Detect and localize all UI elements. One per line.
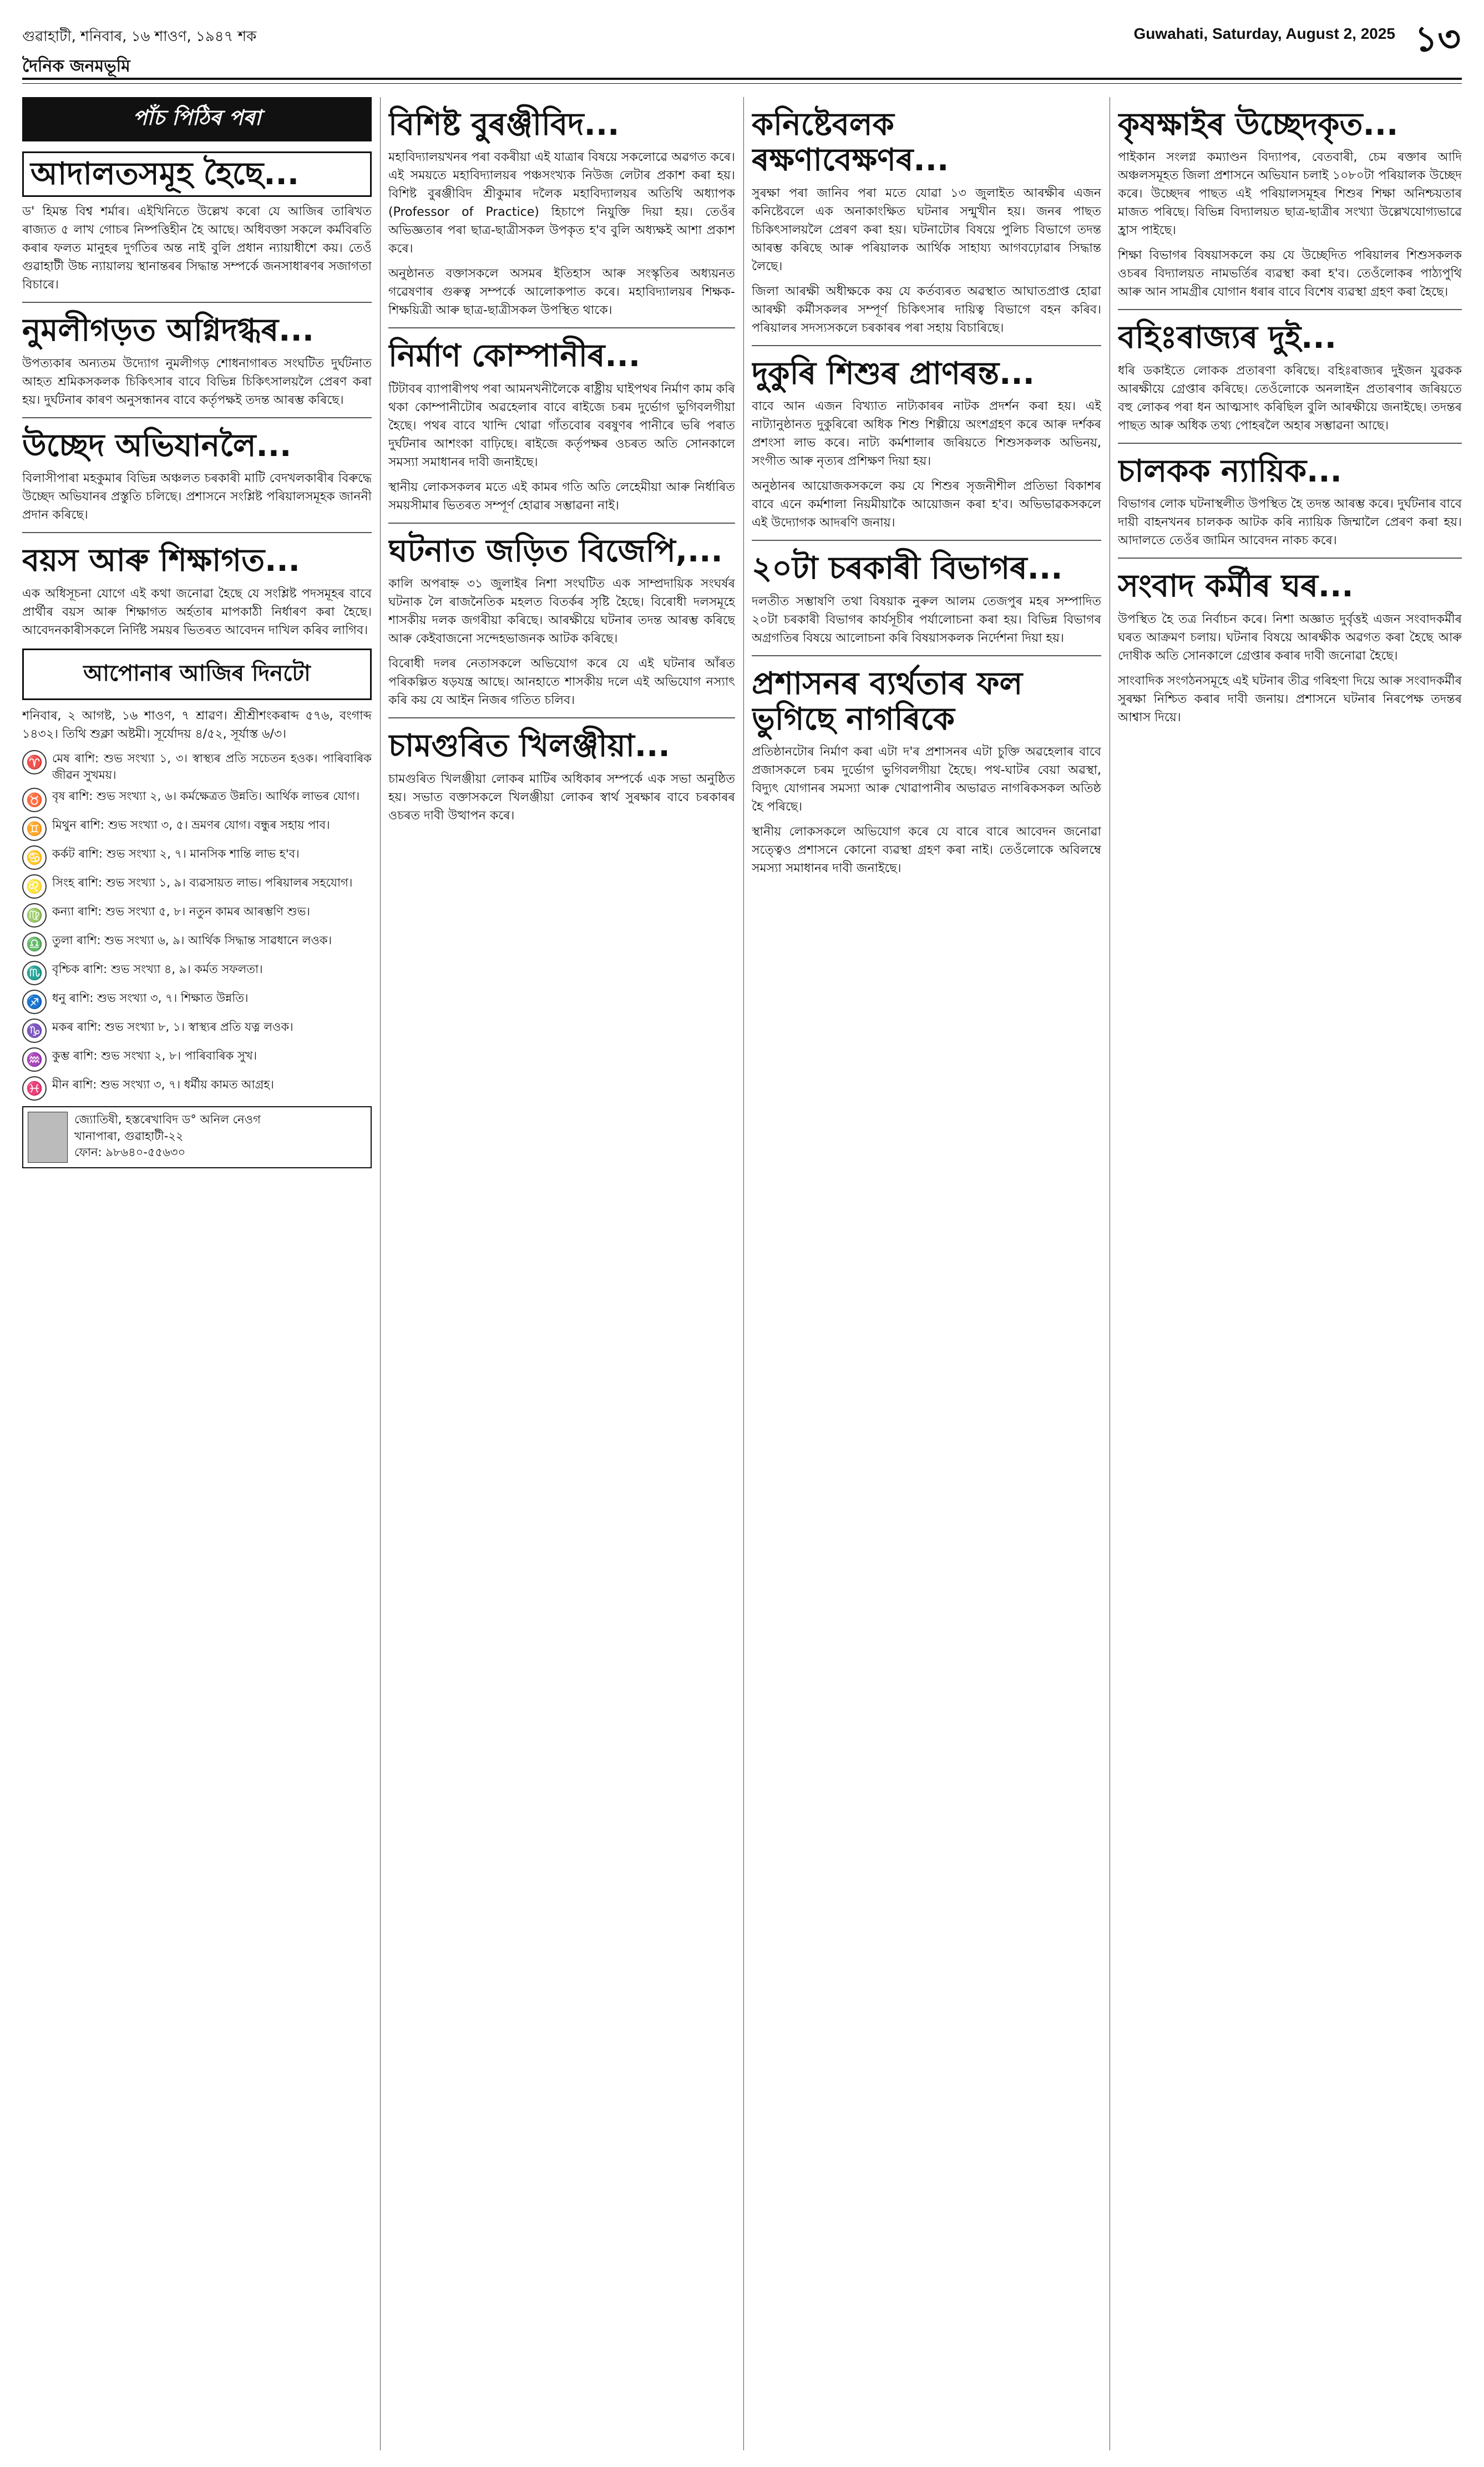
- horoscope-item: ♐ ধনু ৰাশি: শুভ সংখ্যা ৩, ৭। শিক্ষাত উন্নতি।: [22, 990, 372, 1014]
- headline-journalist-house: সংবাদ কৰ্মীৰ ঘৰ...: [1118, 568, 1354, 605]
- article-text: অনুষ্ঠানৰ আয়োজকসকলে কয় যে শিশুৰ সৃজনীশীল প্ৰতিভা বিকাশৰ বাবে এনে কৰ্মশালা নিয়মীয়াকৈ আয়োজন কৰা হ'ব। অভিভাৱকসকলে এই উদ্যোগক আদৰণি জনায়।: [752, 479, 1101, 530]
- column-2: [388, 97, 735, 2450]
- horoscope-item: ♏ বৃশ্চিক ৰাশি: শুভ সংখ্যা ৪, ৯। কৰ্মত সফলতা।: [22, 961, 372, 985]
- astrologer-box: [22, 1106, 372, 1168]
- gemini-icon: ♊: [22, 817, 47, 841]
- article-text: অনুষ্ঠানত বক্তাসকলে অসমৰ ইতিহাস আৰু সংস্কৃতিৰ অধ্যয়নত গৱেষণাৰ গুৰুত্ব সম্পৰ্কে আলোকপাত কৰে। মহাবিদ্যালয়ৰ শিক্ষক-শিক্ষয়িত্ৰী আৰু ছাত্ৰ-ছাত্ৰীসকল উপস্থিত থাকে।: [388, 267, 735, 318]
- horoscope-intro: শনিবাৰ, ২ আগষ্ট, ১৬ শাওণ, ৭ শ্ৰাৱণ। শ্ৰীশ্ৰীশংকৰাব্দ ৫৭৬, বংগাব্দ ১৪৩২। তিথি শুক্লা অষ্টমী। সূৰ্যোদয় ৪/৫২, সূৰ্যাস্ত ৬/৩।: [22, 708, 372, 741]
- cancer-icon: ♋: [22, 845, 47, 870]
- article-text: সুৰক্ষা পৰা জানিব পৰা মতে যোৱা ১৩ জুলাইত আৰক্ষীৰ এজন কনিষ্টেবলে এক অনাকাংক্ষিত ঘটনাৰ সন্মুখীন হয়। জনৰ পাছত চিকিৎসালয়লৈ প্ৰেৰণ কৰা হয়। ঘটনাটোৰ বিষয়ে পুলিচ বিভাগে তদন্ত আৰম্ভ কৰিছে আৰু পৰিয়ালক আৰ্থিক সাহায্য আগবঢ়োৱাৰ সিদ্ধান্ত লৈছে।: [752, 186, 1101, 273]
- article-text: ধৰি ডকাইতে লোকক প্ৰতাৰণা কৰিছে। বহিঃৰাজ্যৰ দুইজন যুৱকক আৰক্ষীয়ে গ্ৰেপ্তাৰ কৰিছে। তেওঁলোকে অনলাইন প্ৰতাৰণাৰ জৰিয়তে বহু লোকৰ পৰা ধন আত্মসাৎ কৰিছিল বুলি আৰক্ষীয়ে জনাইছে। তদন্তৰ পাছত আৰু অধিক তথ্য পোহৰলৈ অহাৰ সম্ভাৱনা আছে।: [1118, 363, 1462, 433]
- headline-numaligarh: নুমলীগড়ত অগ্নিদগ্ধৰ...: [22, 312, 315, 349]
- article-separator: [1118, 309, 1462, 310]
- headline-samaguri: চামগুৰিত খিলঞ্জীয়া...: [388, 728, 670, 764]
- article-text: সাংবাদিক সংগঠনসমূহে এই ঘটনাৰ তীব্ৰ গৰিহণা দিয়ে আৰু সংবাদকৰ্মীৰ সুৰক্ষা নিশ্চিত কৰাৰ দাবী জনায়। প্ৰশাসনে ঘটনাৰ নিৰপেক্ষ তদন্তৰ আশ্বাস দিয়ে।: [1118, 673, 1462, 725]
- taurus-icon: ♉: [22, 788, 47, 812]
- article-text: ড' হিমন্ত বিশ্ব শৰ্মাৰ। এইখিনিতে উল্লেখ কৰো যে আজিৰ তাৰিখত ৰাজ্যত ৫ লাখ গোচৰ নিষ্পত্তিহীন হৈ আছে। অধিবক্তা সকলে কৰ্মবিৰতি কৰাৰ ফলত মানুহৰ দুৰ্গতিৰ অন্ত নাই বুলি প্ৰধান ন্যায়াধীশে কয়। তেওঁ গুৱাহাটী উচ্চ ন্যায়ালয় স্থানান্তৰৰ সিদ্ধান্ত সম্পৰ্কে জনসাধাৰণৰ সজাগতা বিচাৰে।: [22, 205, 372, 292]
- astrologer-phone: ফোন: ৯৮৬৪০-৫৫৬৩০: [74, 1146, 186, 1159]
- article-separator: [752, 345, 1101, 346]
- horoscope-item: ♑ মকৰ ৰাশি: শুভ সংখ্যা ৮, ১। স্বাস্থ্যৰ প্ৰতি যত্ন লওক।: [22, 1019, 372, 1043]
- article-separator: [752, 540, 1101, 541]
- column-4: [1118, 97, 1462, 2450]
- article-text: বাবে আন এজন বিখ্যাত নাট্যকাৰৰ নাটক প্ৰদৰ্শন কৰা হয়। এই নাট্যানুষ্ঠানত দুকুৰিৰো অধিক শিশু শিল্পীয়ে অংশগ্ৰহণ কৰে আৰু দৰ্শকৰ প্ৰশংসা লাভ কৰে। নাট্য কৰ্মশালাৰ জৰিয়তে শিশুসকলক অভিনয়, সংগীত আৰু নৃত্যৰ প্ৰশিক্ষণ দিয়া হয়।: [752, 399, 1101, 469]
- article-text: শিক্ষা বিভাগৰ বিষয়াসকলে কয় যে উচ্ছেদিত পৰিয়ালৰ শিশুসকলক ওচৰৰ বিদ্যালয়ত নামভৰ্তিৰ ব্যৱস্থা কৰা হ'ব। তেওঁলোকৰ পাঠ্যপুথি আৰু আন সামগ্ৰীৰ যোগান ধৰাৰ বাবে বিশেষ ব্যৱস্থা গ্ৰহণ কৰা হৈছে।: [1118, 249, 1462, 300]
- article-text: দলতীত সম্ভাষণি তথা বিষয়াক নুৰুল আলম তেজপুৰ মহৰ সম্পাদিত ২০টা চৰকাৰী বিভাগৰ কাৰ্যসূচীৰ পৰ্যালোচনা কৰা হয়। বিভিন্ন বিভাগৰ অগ্ৰগতিৰ বিষয়ে আলোচনা কৰি বিষয়াসকলক নিৰ্দেশনা দিয়া হয়।: [752, 594, 1101, 645]
- article-text: বিৰোধী দলৰ নেতাসকলে অভিযোগ কৰে যে এই ঘটনাৰ আঁৰত পৰিকল্পিত ষড়যন্ত্ৰ আছে। আনহাতে শাসকীয় দলে এই অভিযোগ নস্যাৎ কৰি কয় যে আইন নিজৰ গতিত চলিব।: [388, 657, 735, 708]
- newspaper-brand: দৈনিক জনমভূমি: [22, 57, 130, 76]
- horoscope-item: ♋ কৰ্কট ৰাশি: শুভ সংখ্যা ২, ৭। মানসিক শান্তি লাভ হ'ব।: [22, 845, 372, 870]
- headline-driver-custody: চালকক ন্যায়িক...: [1118, 453, 1342, 489]
- page-number: ১৩: [1414, 19, 1461, 60]
- horoscope-item: ♈ মেষ ৰাশি: শুভ সংখ্যা ১, ৩। স্বাস্থ্যৰ প্ৰতি সচেতন হওক। পাৰিবাৰিক জীৱন সুখময়।: [22, 750, 372, 784]
- headline-farmer-eviction: কৃষক্ষাইৰ উচ্ছেদকৃত...: [1118, 107, 1399, 143]
- capricorn-icon: ♑: [22, 1019, 47, 1043]
- header-rule-thin: [22, 83, 1462, 84]
- header-date-assamese: গুৱাহাটী, শনিবাৰ, ১৬ শাওণ, ১৯৪৭ শক: [22, 28, 257, 45]
- horoscope-title: আপোনাৰ আজিৰ দিনটো: [22, 649, 372, 700]
- article-text: উপস্থিত হৈ তত্ৰ নিৰ্বাচন কৰে। নিশা অজ্ঞাত দুৰ্বৃত্তই এজন সংবাদকৰ্মীৰ ঘৰত আক্ৰমণ চলায়। ঘটনাৰ বিষয়ে আৰক্ষীক অৱগত কৰা হৈছে আৰু দোষীক অতি সোনকালে গ্ৰেপ্তাৰ কৰাৰ দাবী জনোৱা হৈছে।: [1118, 612, 1462, 663]
- column-3: [752, 97, 1101, 2450]
- article-separator: [388, 327, 735, 328]
- sagittarius-icon: ♐: [22, 990, 47, 1014]
- continued-banner: পাঁচ পিঠিৰ পৰা: [22, 97, 372, 141]
- article-text: স্থানীয় লোকসকলৰ মতে এই কামৰ গতি অতি লেহেমীয়া আৰু নিৰ্ধাৰিত সময়সীমাৰ ভিতৰত সম্পূৰ্ণ হোৱাৰ সম্ভাৱনা নাই।: [388, 480, 735, 513]
- column-divider: [743, 97, 744, 2450]
- horoscope-item: ♊ মিথুন ৰাশি: শুভ সংখ্যা ৩, ৫। ভ্ৰমণৰ যোগ। বন্ধুৰ সহায় পাব।: [22, 817, 372, 841]
- article-text: কালি অপৰাহ্ন ৩১ জুলাইৰ নিশা সংঘটিত এক সাম্প্ৰদায়িক সংঘৰ্ষৰ ঘটনাক লৈ ৰাজনৈতিক মহলত বিতৰ্কৰ সৃষ্টি হৈছে। বিৰোধী দলসমূহে শাসকীয় দলক জগৰীয়া কৰিছে। আৰক্ষীয়ে ঘটনাৰ তদন্ত আৰম্ভ কৰিছে আৰু কেইবাজনো সন্দেহভাজনক আটক কৰিছে।: [388, 577, 735, 646]
- headline-constable: কনিষ্টেবলক ৰক্ষণাবেক্ষণৰ...: [752, 107, 949, 179]
- aries-icon: ♈: [22, 750, 47, 774]
- horoscope-item: ♒ কুম্ভ ৰাশি: শুভ সংখ্যা ২, ৮। পাৰিবাৰিক সুখ।: [22, 1047, 372, 1072]
- pisces-icon: ♓: [22, 1076, 47, 1101]
- article-text: স্থানীয় লোকসকলে অভিযোগ কৰে যে বাৰে বাৰে আবেদন জনোৱা সত্ত্বেও প্ৰশাসনে কোনো ব্যৱস্থা গ্ৰহণ কৰা নাই। তেওঁলোকে অবিলম্বে সমস্যা সমাধানৰ দাবী জনাইছে।: [752, 825, 1101, 876]
- horoscope-item: ♓ মীন ৰাশি: শুভ সংখ্যা ৩, ৭। ধৰ্মীয় কামত আগ্ৰহ।: [22, 1076, 372, 1101]
- headline-courts: আদালতসমূহ হৈছে...: [22, 151, 372, 197]
- horoscope-item: ♍ কন্যা ৰাশি: শুভ সংখ্যা ৫, ৮। নতুন কামৰ আৰম্ভণি শুভ।: [22, 903, 372, 928]
- horoscope-list: [22, 750, 372, 1101]
- article-text: জিলা আৰক্ষী অধীক্ষকে কয় যে কৰ্তব্যৰত অৱস্থাত আঘাতপ্ৰাপ্ত হোৱা আৰক্ষী কৰ্মীসকলৰ সম্পূৰ্ণ চিকিৎসাৰ দায়িত্ব বিভাগে বহন কৰিব। পৰিয়ালৰ সদস্যসকলে চৰকাৰৰ পৰা সহায় বিচাৰিছে।: [752, 284, 1101, 335]
- headline-historian: বিশিষ্ট বুৰঞ্জীবিদ...: [388, 107, 620, 143]
- header-date-english: Guwahati, Saturday, August 2, 2025: [1133, 25, 1395, 42]
- headline-construction-company: নিৰ্মাণ কোম্পানীৰ...: [388, 338, 641, 374]
- headline-bjp-incident: ঘটনাত জড়িত বিজেপি,...: [388, 533, 723, 569]
- column-1: [22, 97, 372, 2450]
- virgo-icon: ♍: [22, 903, 47, 928]
- astrologer-name: জ্যোতিষী, হস্তৰেখাবিদ ড° অনিল নেওগ: [74, 1113, 261, 1127]
- article-text: মহাবিদ্যালয়খনৰ পৰা বকৰীয়া এই যাত্ৰাৰ বিষয়ে সকলোৱে অৱগত কৰে। এই সময়তে মহাবিদ্যালয়ৰ পঞ্চসংখ্যক নিউজ লেটাৰ প্ৰকাশ কৰা হয়। বিশিষ্ট বুৰঞ্জীবিদ শ্ৰীকুমাৰ দলৈক মহাবিদ্যালয়ৰ অতিথি অধ্যাপক (Professor of Practice) হিচাপে নিযুক্তি দিয়া হয়। তেওঁৰ অভিজ্ঞতাৰ পৰা ছাত্ৰ-ছাত্ৰীসকল উপকৃত হ'ব বুলি অধ্যক্ষই আশা প্ৰকাশ কৰে।: [388, 150, 735, 256]
- libra-icon: ♎: [22, 932, 47, 956]
- column-divider: [380, 97, 381, 2450]
- article-separator: [388, 523, 735, 524]
- headline-children-drama: দুকুৰি শিশুৰ প্ৰাণৰন্ত...: [752, 355, 1035, 392]
- article-separator: [1118, 558, 1462, 559]
- article-separator: [752, 655, 1101, 656]
- headline-age-education: বয়স আৰু শিক্ষাগত...: [22, 543, 300, 579]
- article-separator: [22, 302, 372, 303]
- horoscope-item: ♉ বৃষ ৰাশি: শুভ সংখ্যা ২, ৬। কৰ্মক্ষেত্ৰত উন্নতি। আৰ্থিক লাভৰ যোগ।: [22, 788, 372, 812]
- article-text: বিভাগৰ লোক ঘটনাস্থলীত উপস্থিত হৈ তদন্ত আৰম্ভ কৰে। দুৰ্ঘটনাৰ বাবে দায়ী বাহনখনৰ চালকক আটক কৰি ন্যায়িক জিম্মালৈ প্ৰেৰণ কৰা হয়। আদালতে তেওঁৰ জামিন আবেদন নাকচ কৰে।: [1118, 497, 1462, 548]
- astrologer-address: খানাপাৰা, গুৱাহাটী-২২: [74, 1129, 184, 1143]
- headline-eviction: উচ্ছেদ অভিযানলৈ...: [22, 427, 292, 464]
- article-separator: [22, 417, 372, 418]
- headline-outsiders: বহিঃৰাজ্যৰ দুই...: [1118, 320, 1336, 356]
- article-text: উপত্যকাৰ অন্যতম উদ্যোগ নুমলীগড় শোধনাগাৰত সংঘটিত দুৰ্ঘটনাত আহত শ্ৰমিকসকলক চিকিৎসাৰ বাবে বিভিন্ন চিকিৎসালয়লৈ প্ৰেৰণ কৰা হয়। দুৰ্ঘটনাৰ কাৰণ অনুসন্ধানৰ বাবে কৰ্তৃপক্ষই তদন্ত আৰম্ভ কৰিছে।: [22, 356, 372, 407]
- article-separator: [388, 717, 735, 718]
- article-separator: [22, 532, 372, 533]
- article-text: পাইকান সংলগ্ন কম্যাণ্ডন বিদ্যাপৰ, বেতবাৰী, চেম ৰক্তাৰ আদি অঞ্চলসমূহত জিলা প্ৰশাসনে অভিযান চলাই ১০৮০টা পৰিয়ালক উচ্ছেদ কৰে। উচ্ছেদৰ পাছত এই পৰিয়ালসমূহৰ শিশুৰ শিক্ষা অনিশ্চয়তাৰ মাজত পৰিছে। বিভিন্ন বিদ্যালয়ত ছাত্ৰ-ছাত্ৰীৰ সংখ্যা উল্লেখযোগ্যভাৱে হ্ৰাস পাইছে।: [1118, 150, 1462, 238]
- horoscope-item: ♎ তুলা ৰাশি: শুভ সংখ্যা ৬, ৯। আৰ্থিক সিদ্ধান্ত সাৱধানে লওক।: [22, 932, 372, 956]
- article-text: এক অধিসূচনা যোগে এই কথা জনোৱা হৈছে যে সংশ্লিষ্ট পদসমূহৰ বাবে প্ৰাৰ্থীৰ বয়স আৰু শিক্ষাগত অৰ্হতাৰ মাপকাঠী নিৰ্ধাৰণ কৰা হৈছে। আবেদনকাৰীসকলে নিৰ্দিষ্ট সময়ৰ ভিতৰত আবেদন দাখিল কৰিব লাগিব।: [22, 586, 372, 637]
- aquarius-icon: ♒: [22, 1047, 47, 1072]
- header-rule: [22, 78, 1462, 80]
- article-text: টিটাবৰ ব্যাপাৰীপথ পৰা আমনখনীলৈকে ৰাষ্ট্ৰীয় ঘাইপথৰ নিৰ্মাণ কাম কৰি থকা কোম্পানীটোৰ অৱহেলাৰ বাবে ৰাইজে চৰম দুৰ্ভোগ ভুগিবলগীয়া হৈছে। পথৰ বাবে খান্দি থোৱা গাঁতবোৰ বৰষুণৰ পানীৰে ভৰি পৰাত দুৰ্ঘটনাৰ আশংকা বাঢ়িছে। ৰাইজে কৰ্তৃপক্ষৰ ওচৰত অতি সোনকালে সমস্যা সমাধানৰ দাবী জনাইছে।: [388, 382, 735, 469]
- leo-icon: ♌: [22, 874, 47, 899]
- horoscope-item: ♌ সিংহ ৰাশি: শুভ সংখ্যা ১, ৯। ব্যৱসায়ত লাভ। পৰিয়ালৰ সহযোগ।: [22, 874, 372, 899]
- headline-admin-failure: প্ৰশাসনৰ ব্যৰ্থতাৰ ফল ভুগিছে নাগৰিকে: [752, 665, 1023, 737]
- headline-govt-departments: ২০টা চৰকাৰী বিভাগৰ...: [752, 550, 1063, 587]
- scorpio-icon: ♏: [22, 961, 47, 985]
- article-text: প্ৰতিষ্ঠানটোৰ নিৰ্মাণ কৰা এটা দ'ৰ প্ৰশাসনৰ এটা চুক্তি অৱহেলাৰ বাবে প্ৰজাসকলে চৰম দুৰ্ভোগ ভুগিবলগীয়া হৈছে। পথ-ঘাটৰ বেয়া অৱস্থা, বিদ্যুৎ যোগানৰ সমস্যা আৰু খোৱাপানীৰ অভাৱত নাগৰিকসকল অতিষ্ঠ হৈ পৰিছে।: [752, 745, 1101, 814]
- article-separator: [1118, 443, 1462, 444]
- astrologer-photo: [28, 1112, 68, 1163]
- article-text: চামগুৰিত খিলঞ্জীয়া লোকৰ মাটিৰ অধিকাৰ সম্পৰ্কে এক সভা অনুষ্ঠিত হয়। সভাত বক্তাসকলে খিলঞ্জীয়া লোকৰ স্বাৰ্থ সুৰক্ষাৰ বাবে চৰকাৰৰ ওচৰত দাবী উত্থাপন কৰে।: [388, 772, 735, 823]
- article-text: বিলাসীপাৰা মহকুমাৰ বিভিন্ন অঞ্চলত চৰকাৰী মাটি বেদখলকাৰীৰ বিৰুদ্ধে উচ্ছেদ অভিযানৰ প্ৰস্তুতি চলিছে। প্ৰশাসনে সংশ্লিষ্ট পৰিয়ালসমূহক জাননী প্ৰদান কৰিছে।: [22, 472, 372, 523]
